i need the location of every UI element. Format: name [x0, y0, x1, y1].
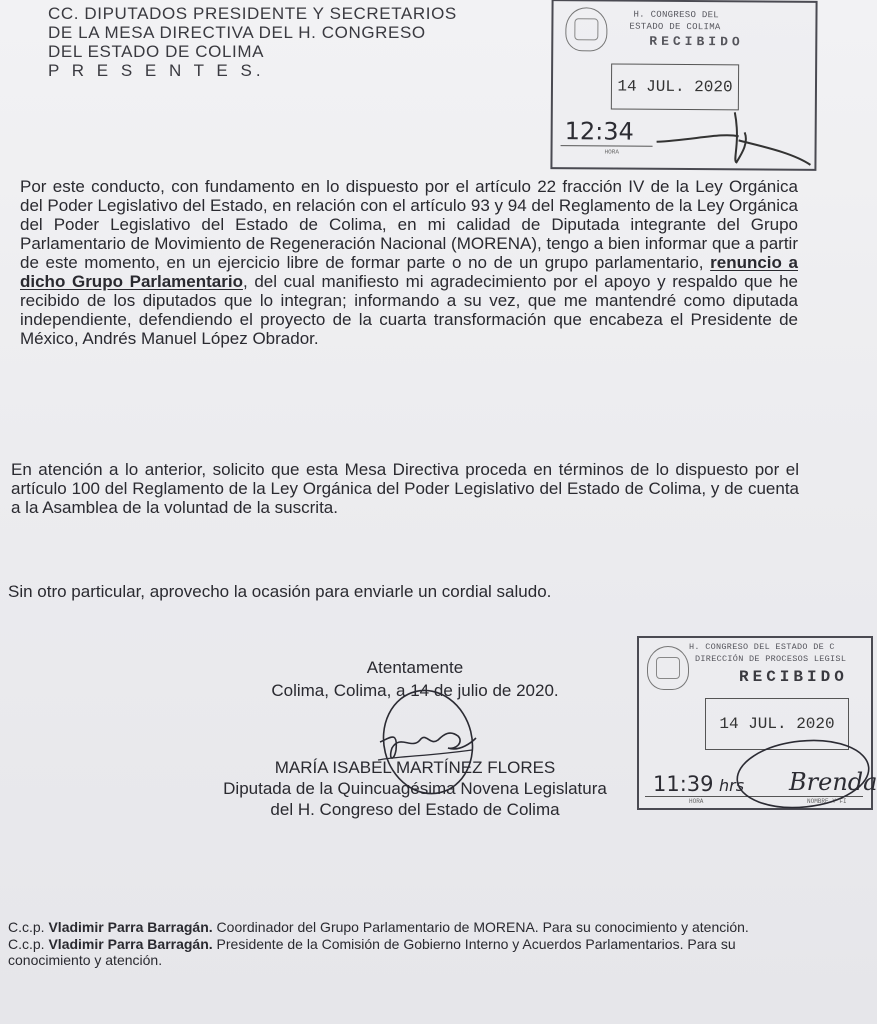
stamp-time-label: HORA [604, 148, 619, 156]
stamp-date: 14 JUL. 2020 [611, 63, 739, 110]
addressee-line-2: DE LA MESA DIRECTIVA DEL H. CONGRESO [48, 23, 426, 42]
signer-name: MARÍA ISABEL MARTÍNEZ FLORES [274, 758, 556, 777]
stamp-received-label: RECIBIDO [739, 668, 848, 686]
stamp-header-1: H. CONGRESO DEL [633, 9, 720, 21]
addressee-line-4: P R E S E N T E S. [48, 61, 265, 80]
addressee-line-3: DEL ESTADO DE COLIMA [48, 42, 265, 61]
stamp-signer-name: Brenda [789, 768, 877, 796]
received-stamp-top [550, 0, 817, 171]
addressee-block [48, 4, 457, 80]
stamp-time-suffix: hrs [719, 776, 745, 795]
stamp-time-label: HORA [689, 798, 704, 805]
body-paragraph-1: Por este conducto, con fundamento en lo dispuesto por el artículo 22 fracción IV de la Ley Orgánica del Poder Legislativo del Estado, en relación con el artículo 93 y 94 del Reglamento de la Ley Orgánica del Poder Legislativo del Estado de Colima, en mi calidad de Diputada integrante del Grupo Parlamentario de Movimiento de Regeneración Nacional (MORENA), tengo a bien informar que a partir de este momento, en un ejercicio libre de formar parte o no de un grupo parlamentario, renuncio a dicho Grupo Parlamentario, del cual manifiesto mi agradecimiento por el apoyo y respaldo que he recibido de los diputados que lo integran; informando a su vez, que me mantendré como diputada independiente, defendiendo el proyecto de la cuarta transformación que encabeza el Presidente de México, Andrés Manuel López Obrador. [20, 177, 798, 348]
stamp-received-label: RECIBIDO [649, 33, 744, 50]
handwritten-signature [360, 690, 490, 800]
signer-title-1: Diputada de la Quincuagésima Novena Legislatura [223, 779, 607, 798]
resignation-emphasis: renuncio a dicho Grupo Parlamentario [20, 253, 798, 291]
stamp-time: 11:39 [653, 772, 714, 796]
closing-place-date: Colima, Colima, a 14 de julio de 2020. [271, 681, 559, 700]
congress-seal-icon [647, 646, 689, 690]
handwritten-initials-mark [652, 102, 812, 169]
signer-title-2: del H. Congreso del Estado de Colima [270, 800, 560, 819]
body-paragraph-3: Sin otro particular, aprovecho la ocasión para enviarle un cordial saludo. [8, 582, 552, 601]
body-paragraph-2: En atención a lo anterior, solicito que esta Mesa Directiva proceda en términos de lo dispuesto por el artículo 100 del Reglamento de la Ley Orgánica del Poder Legislativo del Estado de Colima, y de cuenta a la Asamblea de la voluntad de la suscrita. [11, 460, 799, 517]
stamp-time: 12:34 [564, 117, 634, 146]
addressee-line-1: CC. DIPUTADOS PRESIDENTE Y SECRETARIOS [48, 4, 457, 23]
handwritten-circle-mark [731, 736, 871, 810]
carbon-copy-2: C.c.p. Vladimir Parra Barragán. Presidente de la Comisión de Gobierno Interno y Acuerdos Parlamentarios. Para su conocimiento y atención. [8, 935, 736, 968]
stamp-date: 14 JUL. 2020 [705, 698, 849, 750]
stamp-header-1: H. CONGRESO DEL ESTADO DE C [689, 642, 835, 652]
received-stamp-bottom [637, 636, 877, 810]
carbon-copy-1: C.c.p. Vladimir Parra Barragán. Coordinador del Grupo Parlamentario de MORENA. Para su conocimiento y atención. [8, 919, 749, 935]
stamp-header-2: DIRECCIÓN DE PROCESOS LEGISL [695, 654, 847, 664]
closing-salutation: Atentamente [366, 658, 464, 677]
stamp-name-label: NOMBRE Y FI [807, 798, 847, 805]
carbon-copies [8, 919, 778, 969]
stamp-header-2: ESTADO DE COLIMA [629, 21, 721, 33]
congress-seal-icon [565, 7, 607, 51]
